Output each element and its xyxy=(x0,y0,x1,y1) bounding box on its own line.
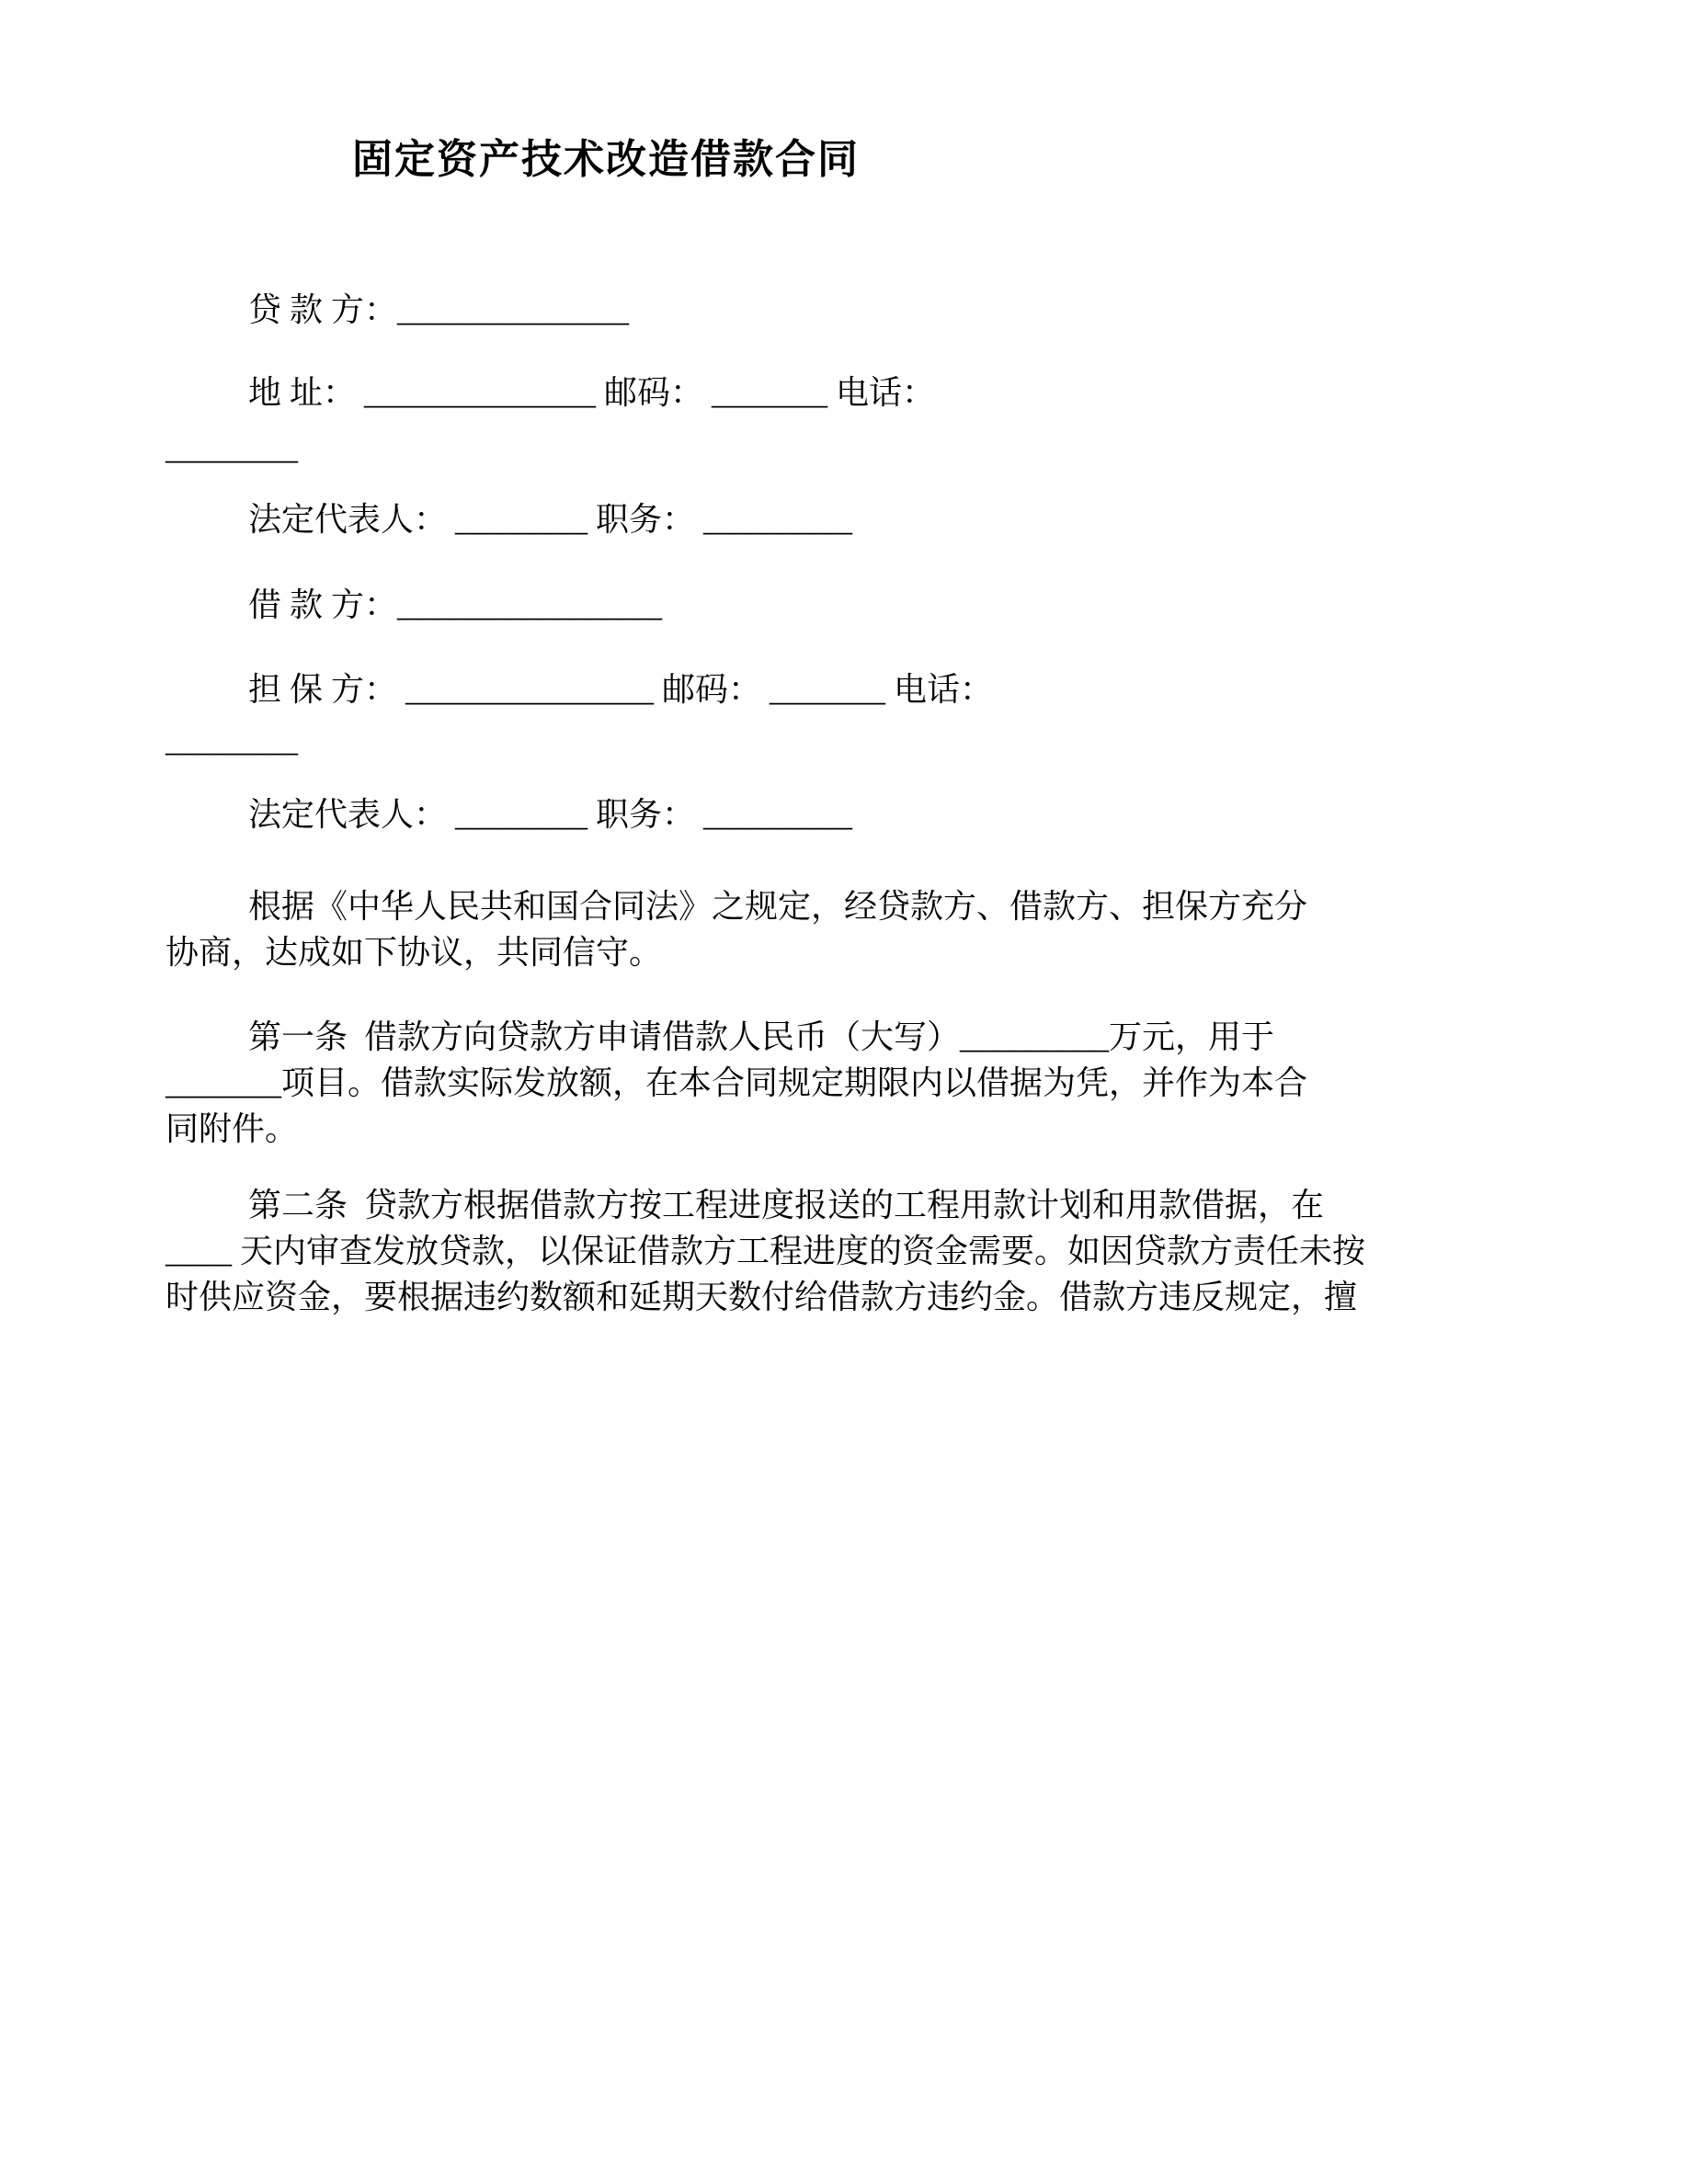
guarantor-phone-blank-line: ________ xyxy=(165,722,298,758)
article-2-line-1: 第二条 贷款方根据借款方按工程进度报送的工程用款计划和用款借据，在 xyxy=(248,1187,1325,1223)
article-1-line-2: _______项目。借款实际发放额，在本合同规定期限内以借据为凭，并作为本合 xyxy=(165,1064,1308,1101)
legal-representative-field-line-2: 法定代表人： ________ 职务： _________ xyxy=(248,796,853,833)
guarantor-field-line: 担 保 方： _______________ 邮码： _______ 电话： xyxy=(248,671,994,708)
borrower-field-line: 借 款 方：________________ xyxy=(248,586,663,623)
document-title: 固定资产技术改造借款合同 xyxy=(352,137,860,182)
address-phone-blank-line: ________ xyxy=(165,429,298,466)
intro-paragraph-line-1: 根据《中华人民共和国合同法》之规定，经贷款方、借款方、担保方充分 xyxy=(248,888,1308,925)
intro-paragraph-line-2: 协商，达成如下协议，共同信守。 xyxy=(165,934,663,971)
article-2-line-3: 时供应资金，要根据违约数额和延期天数付给借款方违约金。借款方违反规定，擅 xyxy=(165,1279,1358,1315)
article-1-line-3: 同附件。 xyxy=(165,1110,299,1147)
lender-field-line: 贷 款 方：______________ xyxy=(248,291,630,328)
article-1-line-1: 第一条 借款方向贷款方申请借款人民币（大写）_________万元，用于 xyxy=(248,1018,1275,1055)
legal-representative-field-line-1: 法定代表人： ________ 职务： _________ xyxy=(248,501,853,538)
article-2-line-2: ____ 天内审查发放贷款，以保证借款方工程进度的资金需要。如因贷款方责任未按 xyxy=(165,1233,1366,1269)
address-field-line: 地 址： ______________ 邮码： _______ 电话： xyxy=(248,374,936,411)
